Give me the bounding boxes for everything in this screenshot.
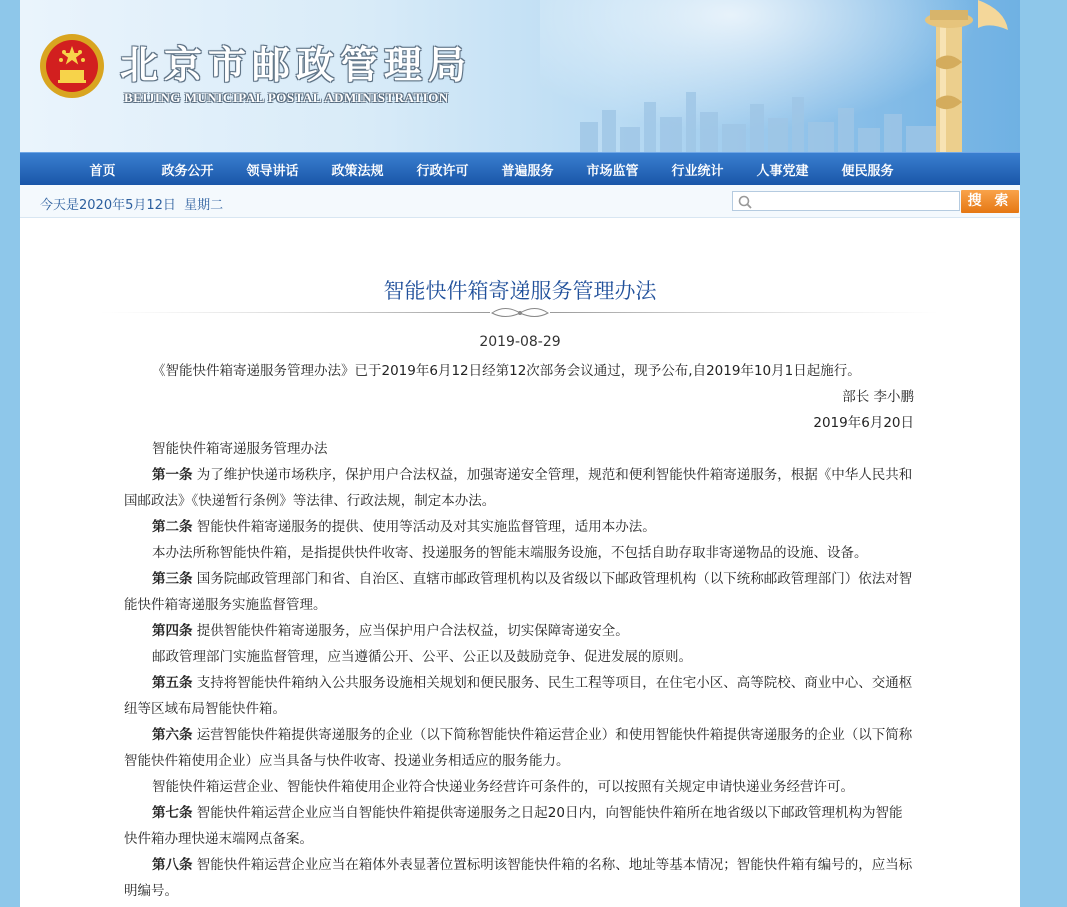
article-date: 2019-08-29 [479,334,561,350]
article-paragraph [124,462,914,514]
title-divider-ornament [100,304,940,322]
article-paragraph-text: 提供智能快件箱寄递服务，应当保护用户合法权益，切实保障寄递安全。 [192,623,629,639]
today-date: 今天是2020年5月12日 星期二 [40,198,224,213]
nav-leader-speeches[interactable]: 领导讲话 [246,163,299,179]
site-title: 北京市邮政管理局 [120,42,473,87]
article-paragraph-text: 智能快件箱寄递服务的提供、使用等活动及对其实施监督管理，适用本办法。 [192,519,656,535]
article-paragraph-text: 智能快件箱运营企业应当自智能快件箱提供寄递服务之日起20日内，向智能快件箱所在地省级以下邮政管理机构为智能快件箱办理快递末端网点备案。 [124,805,903,847]
article-clause-heading: 第二条 [152,519,193,535]
article-paragraph [124,800,914,852]
site-title-english: BEIJING MUNICIPAL POSTAL ADMINISTRATION [124,90,449,105]
search-box[interactable] [732,191,960,211]
article-paragraph [124,670,914,722]
article-paragraph-text: 本办法所称智能快件箱，是指提供快件收寄、投递服务的智能末端服务设施，不包括自助存取非寄递物品的设施、设备。 [152,545,868,561]
article-clause-heading: 第八条 [152,857,193,873]
article-paragraphs [124,462,914,904]
nav-home[interactable]: 首页 [89,163,116,179]
article-paragraph-text: 智能快件箱运营企业应当在箱体外表显著位置标明该智能快件箱的名称、地址等基本情况；智能快件箱有编号的，应当标明编号。 [124,857,913,899]
article-paragraph-text: 运营智能快件箱提供寄递服务的企业（以下简称智能快件箱运营企业）和使用智能快件箱提供寄递服务的企业（以下简称智能快件箱使用企业）应当具备与快件收寄、投递业务相适应的服务能力。 [124,727,913,769]
article-signer: 部长 李小鹏 [842,389,914,405]
search-icon [737,194,753,210]
national-emblem-icon [38,32,106,100]
nav-personnel-party[interactable]: 人事党建 [756,163,809,179]
article-paragraph [124,722,914,774]
nav-public-service[interactable]: 便民服务 [841,163,894,179]
nav-market-supervision[interactable]: 市场监管 [586,163,639,179]
article-body [124,358,914,904]
article-paragraph [124,774,914,800]
nav-industry-statistics[interactable]: 行业统计 [671,163,724,179]
article-doc-name: 智能快件箱寄递服务管理办法 [152,441,328,457]
nav-administrative-licensing[interactable]: 行政许可 [416,163,469,179]
nav-policies-regulations[interactable]: 政策法规 [331,163,384,179]
article-paragraph-text: 国务院邮政管理部门和省、自治区、直辖市邮政管理机构以及省级以下邮政管理机构（以下统称邮政管理部门）依法对智能快件箱寄递服务实施监督管理。 [124,571,913,613]
date-search-bar [20,185,1020,218]
nav-universal-service[interactable]: 普遍服务 [501,163,554,179]
article-clause-heading: 第五条 [152,675,193,691]
page [20,0,1020,906]
main-nav [20,152,1020,185]
article-clause-heading: 第四条 [152,623,193,639]
article-paragraph [124,618,914,644]
search-input[interactable] [757,193,953,209]
article-clause-heading: 第一条 [152,467,193,483]
article-clause-heading: 第三条 [152,571,193,587]
article-paragraph [124,514,914,540]
huabiao-pillar-graphic [880,0,1020,152]
article-content [20,218,1020,907]
article-clause-heading: 第六条 [152,727,193,743]
article-paragraph [124,566,914,618]
nav-government-affairs[interactable]: 政务公开 [161,163,214,179]
article-paragraph [124,644,914,670]
article-sign-date: 2019年6月20日 [813,415,914,431]
article-paragraph-text: 为了维护快递市场秩序，保护用户合法权益，加强寄递安全管理，规范和便利智能快件箱寄递服务，根据《中华人民共和国邮政法》《快递暂行条例》等法律、行政法规，制定本办法。 [124,467,913,509]
article-paragraph-text: 邮政管理部门实施监督管理，应当遵循公开、公平、公正以及鼓励竞争、促进发展的原则。 [152,649,692,665]
article-paragraph [124,540,914,566]
article-clause-heading: 第七条 [152,805,193,821]
article-paragraph-text: 智能快件箱运营企业、智能快件箱使用企业符合快递业务经营许可条件的，可以按照有关规定申请快递业务经营许可。 [152,779,854,795]
article-intro: 《智能快件箱寄递服务管理办法》已于2019年6月12日经第12次部务会议通过，现予公布,自2019年10月1日起施行。 [152,363,861,379]
article-title: 智能快件箱寄递服务管理办法 [383,279,657,303]
search-button[interactable]: 搜 索 [961,190,1019,213]
site-banner [20,0,1020,152]
article-paragraph [124,852,914,904]
article-paragraph-text: 支持将智能快件箱纳入公共服务设施相关规划和便民服务、民生工程等项目，在住宅小区、高等院校、商业中心、交通枢纽等区域布局智能快件箱。 [124,675,913,717]
